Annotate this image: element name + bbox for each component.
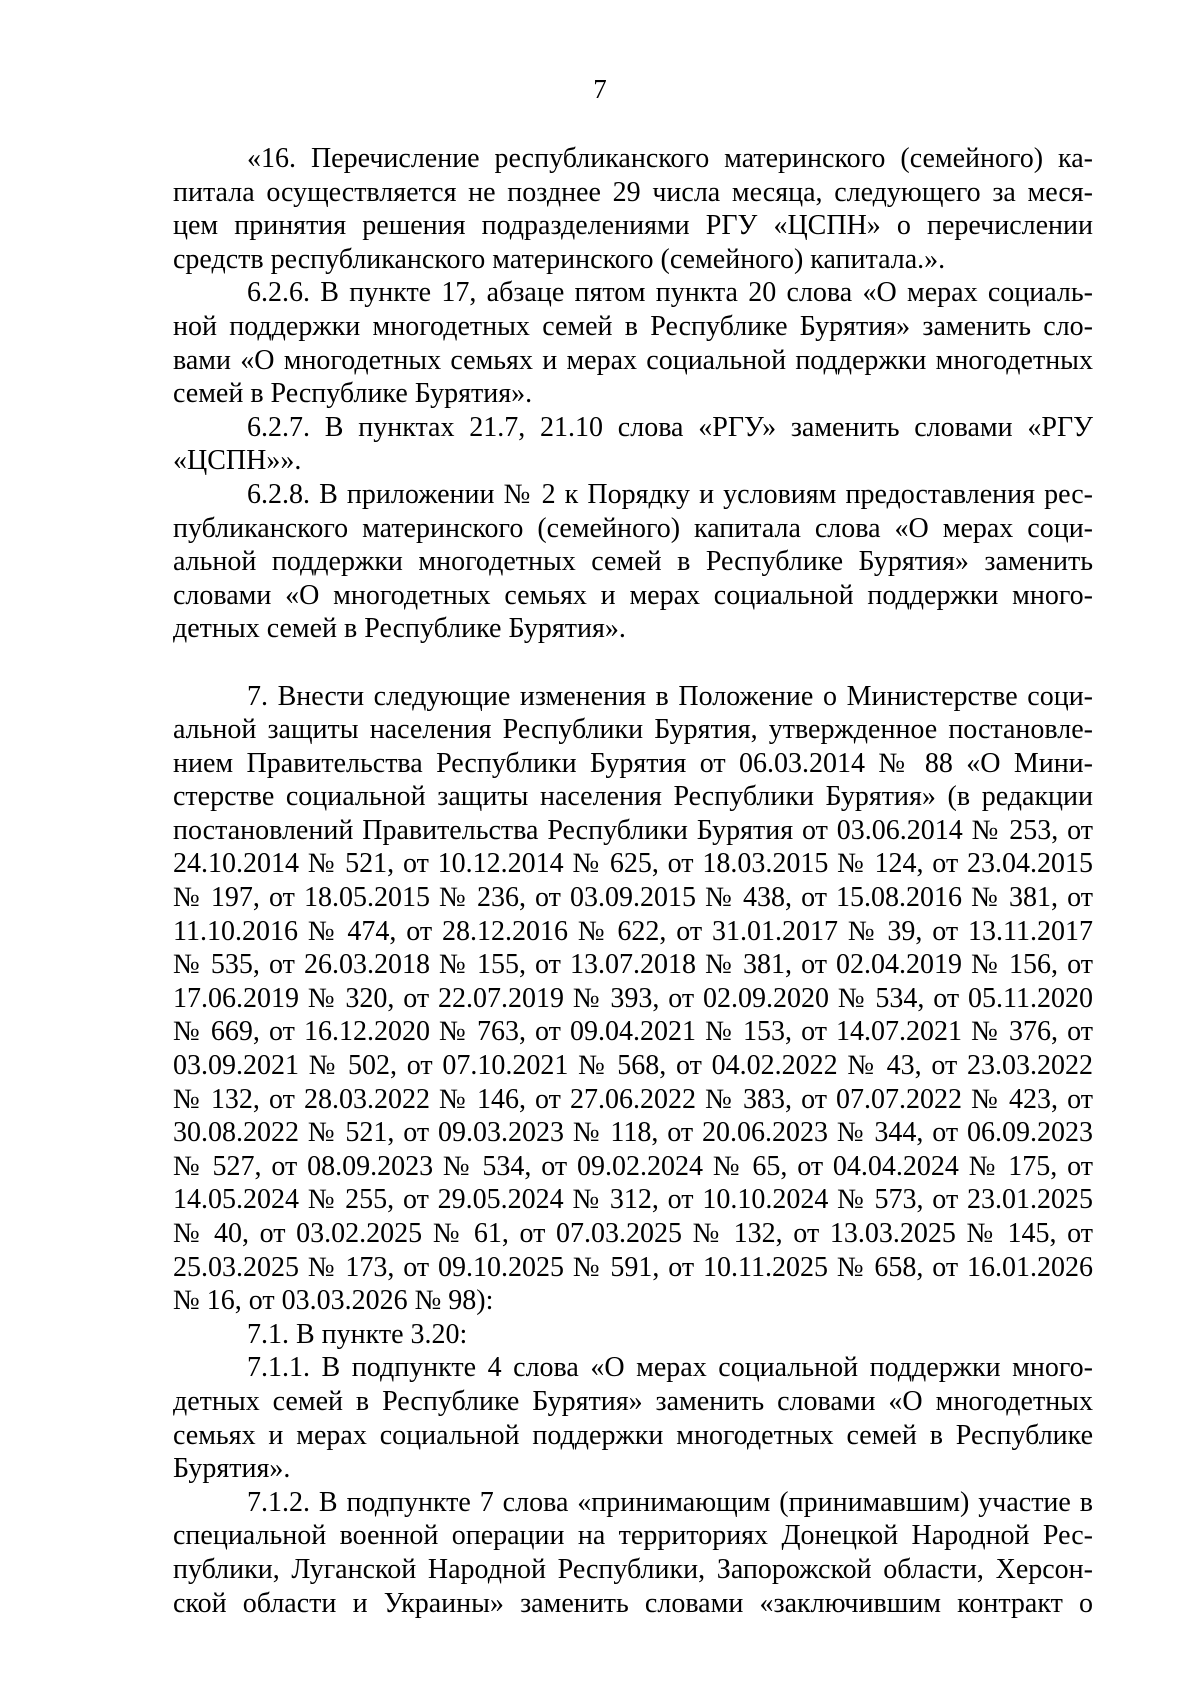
- text-line: ской области и Украины» заменить словами «заключившим контракт о: [173, 1587, 1093, 1619]
- text-line: № 535, от 26.03.2018 № 155, от 13.07.2018 № 381, от 02.04.2019 № 156, от: [173, 949, 1093, 981]
- text-line: 30.08.2022 № 521, от 09.03.2023 № 118, от 20.06.2023 № 344, от 06.09.2023: [173, 1117, 1093, 1149]
- text-line: семей в Республике Бурятия».: [173, 378, 533, 410]
- text-line: 14.05.2024 № 255, от 29.05.2024 № 312, от 10.10.2024 № 573, от 23.01.2025: [173, 1184, 1093, 1216]
- paragraph-6-2-8: [173, 478, 1093, 646]
- text-line: публики, Луганской Народной Республики, Запорожской области, Херсон-: [173, 1553, 1093, 1585]
- text-line: стерстве социальной защиты населения Республики Бурятия» (в редакции: [173, 781, 1093, 813]
- text-line: средств республиканского материнского (семейного) капитала.».: [173, 243, 946, 275]
- text-line: 7. Внести следующие изменения в Положение о Министерстве соци-: [247, 680, 1093, 712]
- paragraph-7-1-2: [173, 1486, 1093, 1620]
- text-line: № 197, от 18.05.2015 № 236, от 03.09.2015 № 438, от 15.08.2016 № 381, от: [173, 882, 1093, 914]
- text-line: № 132, от 28.03.2022 № 146, от 27.06.2022 № 383, от 07.07.2022 № 423, от: [173, 1083, 1093, 1115]
- text-line: альной поддержки многодетных семей в Республике Бурятия» заменить: [173, 546, 1093, 578]
- text-line: детных семей в Республике Бурятия» заменить словами «О многодетных: [173, 1385, 1093, 1417]
- text-line: «16. Перечисление республиканского материнского (семейного) ка-: [247, 143, 1093, 174]
- paragraph-16: [173, 142, 1093, 276]
- text-line: публиканского материнского (семейного) капитала слова «О мерах соци-: [173, 512, 1093, 544]
- text-line: детных семей в Республике Бурятия».: [173, 613, 626, 645]
- text-line: 03.09.2021 № 502, от 07.10.2021 № 568, от 04.02.2022 № 43, от 23.03.2022: [173, 1050, 1093, 1082]
- paragraph-7-1-1: [173, 1351, 1093, 1485]
- text-line: 6.2.8. В приложении № 2 к Порядку и условиям предоставления рес-: [247, 478, 1093, 510]
- text-line: 17.06.2019 № 320, от 22.07.2019 № 393, от 02.09.2020 № 534, от 05.11.2020: [173, 982, 1093, 1014]
- text-line: ной поддержки многодетных семей в Республике Бурятия» заменить сло-: [173, 310, 1093, 342]
- paragraph-gap: [173, 646, 1093, 680]
- paragraph-7-1: [173, 1318, 1093, 1352]
- text-line: «ЦСПН»».: [173, 445, 302, 477]
- text-line: словами «О многодетных семьях и мерах социальной поддержки много-: [173, 579, 1093, 611]
- text-line: 11.10.2016 № 474, от 28.12.2016 № 622, от 31.01.2017 № 39, от 13.11.2017: [173, 915, 1093, 947]
- text-line: 24.10.2014 № 521, от 10.12.2014 № 625, от 18.03.2015 № 124, от 23.04.2015: [173, 848, 1093, 880]
- paragraph-6-2-6: [173, 276, 1093, 410]
- text-line: № 527, от 08.09.2023 № 534, от 09.02.2024 № 65, от 04.04.2024 № 175, от: [173, 1150, 1093, 1182]
- text-line: альной защиты населения Республики Бурятия, утвержденное постановле-: [173, 714, 1093, 746]
- text-line: семьях и мерах социальной поддержки многодетных семей в Республике: [173, 1419, 1093, 1451]
- text-line: 25.03.2025 № 173, от 09.10.2025 № 591, от 10.11.2025 № 658, от 16.01.2026: [173, 1251, 1093, 1283]
- text-line: № 40, от 03.02.2025 № 61, от 07.03.2025 № 132, от 13.03.2025 № 145, от: [173, 1218, 1093, 1249]
- text-line: 7.1.1. В подпункте 4 слова «О мерах социальной поддержки много-: [247, 1352, 1093, 1384]
- text-line: нием Правительства Республики Бурятия от 06.03.2014 № 88 «О Мини-: [173, 747, 1093, 779]
- text-line: № 16, от 03.03.2026 № 98):: [173, 1285, 494, 1317]
- text-line: 7.1.2. В подпункте 7 слова «принимающим (принимавшим) участие в: [247, 1486, 1093, 1518]
- document-body: [173, 142, 1093, 1620]
- text-line: питала осуществляется не позднее 29 числа месяца, следующего за меся-: [173, 176, 1093, 208]
- text-line: 7.1. В пункте 3.20:: [247, 1318, 468, 1350]
- text-line: Бурятия».: [173, 1453, 291, 1485]
- text-line: 6.2.7. В пунктах 21.7, 21.10 слова «РГУ» заменить словами «РГУ: [247, 411, 1093, 443]
- text-line: 6.2.6. В пункте 17, абзаце пятом пункта 20 слова «О мерах социаль-: [247, 277, 1093, 309]
- text-line: специальной военной операции на территориях Донецкой Народной Рес-: [173, 1520, 1093, 1552]
- text-line: вами «О многодетных семьях и мерах социальной поддержки многодетных: [173, 344, 1093, 376]
- text-line: постановлений Правительства Республики Бурятия от 03.06.2014 № 253, от: [173, 814, 1093, 846]
- paragraph-7: [173, 680, 1093, 1318]
- text-line: цем принятия решения подразделениями РГУ «ЦСПН» о перечислении: [173, 210, 1093, 242]
- page-number: 7: [593, 74, 607, 104]
- text-line: № 669, от 16.12.2020 № 763, от 09.04.2021 № 153, от 14.07.2021 № 376, от: [173, 1016, 1093, 1048]
- paragraph-6-2-7: [173, 411, 1093, 478]
